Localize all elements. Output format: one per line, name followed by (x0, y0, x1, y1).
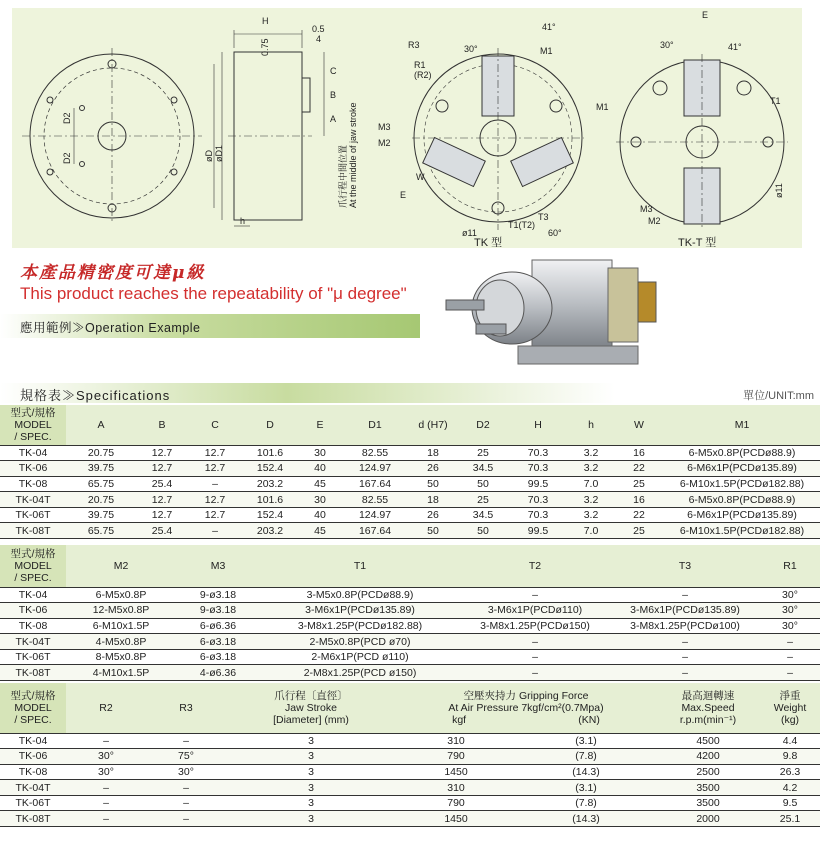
dim-0-5: 0.5 (312, 24, 325, 34)
table-cell: (3.1) (516, 733, 656, 749)
table-cell: 3 (226, 811, 396, 827)
specifications-title: 規格表≫Specifications (20, 388, 171, 403)
table-cell: 203.2 (242, 523, 298, 539)
table-cell: 2000 (656, 811, 760, 827)
table-cell: 82.55 (342, 492, 408, 508)
table-cell: – (610, 587, 760, 603)
model-cell: TK-08T (0, 523, 66, 539)
table-cell: 18 (408, 492, 458, 508)
gripping-force-title: 空壓夾持力 Gripping Force (463, 689, 589, 702)
tk-r1: R1 (414, 60, 426, 70)
tk-e: E (400, 190, 407, 200)
table-cell: 30° (760, 587, 820, 603)
table-cell: 12-M5x0.8P (66, 603, 176, 619)
model-cell: TK-04T (0, 780, 66, 796)
table-cell: 40 (298, 507, 342, 523)
force-kn-unit: (KN) (578, 713, 600, 726)
table-cell: 203.2 (242, 476, 298, 492)
tkt-m3: M3 (640, 204, 653, 214)
table-cell: 70.3 (508, 461, 568, 477)
table-cell: 124.97 (342, 461, 408, 477)
table-cell: – (146, 811, 226, 827)
table-cell: – (760, 649, 820, 665)
table-row (0, 749, 820, 765)
col-m2: M2 (66, 545, 176, 587)
table-row (0, 603, 820, 619)
table-row (0, 795, 820, 811)
model-header (0, 405, 66, 445)
dim-d: øD (204, 150, 214, 162)
model-header-zh: 型式/規格 (10, 547, 56, 560)
table-cell: (14.3) (516, 764, 656, 780)
model-header-zh: 型式/規格 (10, 689, 56, 702)
table-cell: 3-M6x1P(PCDø135.89) (610, 603, 760, 619)
table-cell: 101.6 (242, 492, 298, 508)
table-cell: 3.2 (568, 461, 614, 477)
table-row (0, 476, 820, 492)
table-cell: (7.8) (516, 795, 656, 811)
table-row (0, 733, 820, 749)
table-cell: – (760, 665, 820, 681)
col-w: W (614, 405, 664, 445)
model-header (0, 683, 66, 733)
product-photo (432, 254, 670, 382)
col-r2: R2 (66, 683, 146, 733)
table-cell: 3 (226, 733, 396, 749)
model-header (0, 545, 66, 587)
table-cell: 4.4 (760, 733, 820, 749)
model-header-en: MODEL (14, 701, 52, 714)
max-speed-zh: 最高迴轉速 (681, 689, 735, 702)
model-cell: TK-04 (0, 587, 66, 603)
table-cell: – (66, 780, 146, 796)
table-cell: (14.3) (516, 811, 656, 827)
table-cell: 12.7 (188, 461, 242, 477)
table-cell: 26 (408, 461, 458, 477)
col-d: D (242, 405, 298, 445)
table-cell: – (146, 780, 226, 796)
tk-41deg: 41° (542, 22, 556, 32)
tk-r3: R3 (408, 40, 420, 50)
col-d-h7: d (H7) (408, 405, 458, 445)
table-cell: 3 (226, 795, 396, 811)
spec-table-3-body (0, 733, 820, 827)
dim-0-75: 0.75 (260, 38, 270, 56)
table-cell: 2500 (656, 764, 760, 780)
table-row (0, 634, 820, 650)
table-cell: 16 (614, 445, 664, 461)
model-cell: TK-08 (0, 764, 66, 780)
table-cell: 65.75 (66, 523, 136, 539)
model-cell: TK-06T (0, 795, 66, 811)
headline-en: This product reaches the repeatability of "μ degree" (20, 284, 407, 303)
col-d2: D2 (458, 405, 508, 445)
table-cell: 6-ø3.18 (176, 649, 260, 665)
tk-t3: T3 (538, 212, 549, 222)
table-cell: – (460, 634, 610, 650)
jaw-stroke-unit: [Diameter] (mm) (273, 713, 349, 726)
table-cell: 8-M5x0.8P (66, 649, 176, 665)
table-cell: 4500 (656, 733, 760, 749)
table-cell: 6-M10x1.5P(PCDø182.88) (664, 523, 820, 539)
table-cell: 9-ø3.18 (176, 603, 260, 619)
table-cell: 3-M5x0.8P(PCDø88.9) (260, 587, 460, 603)
table-cell: 25.4 (136, 476, 188, 492)
weight-zh: 淨重 (779, 689, 801, 702)
dim-small-h: h (240, 216, 246, 226)
table-cell: 25 (458, 445, 508, 461)
jaw-stroke-en: Jaw Stroke (285, 701, 337, 714)
table-row (0, 649, 820, 665)
table-cell: – (460, 665, 610, 681)
tkt-type-label: TK-T 型 (678, 237, 717, 248)
table-cell: 3-M6x1P(PCDø135.89) (260, 603, 460, 619)
model-cell: TK-04 (0, 733, 66, 749)
col-e: E (298, 405, 342, 445)
table-cell: 6-M10x1.5P (66, 618, 176, 634)
table-cell: 25 (614, 523, 664, 539)
table-cell: – (460, 587, 610, 603)
spec-table-1-body (0, 445, 820, 539)
table-cell: 70.3 (508, 507, 568, 523)
tkt-t1: T1 (770, 96, 781, 106)
gripping-force-units (396, 714, 656, 726)
table-cell: 6-M5x0.8P(PCDø88.9) (664, 492, 820, 508)
col-h: H (508, 405, 568, 445)
gripping-force-pressure: At Air Pressure 7kgf/cm²(0.7Mpa) (448, 701, 604, 714)
table-cell: 6-M5x0.8P (66, 587, 176, 603)
table-cell: 70.3 (508, 492, 568, 508)
weight-en: Weight (773, 701, 807, 714)
table-cell: 50 (458, 523, 508, 539)
table-cell: 4-M5x0.8P (66, 634, 176, 650)
table-cell: 3.2 (568, 492, 614, 508)
table-cell: – (610, 665, 760, 681)
tk-r2: (R2) (414, 70, 432, 80)
table-cell: 30° (66, 749, 146, 765)
table-cell: 3 (226, 780, 396, 796)
table-cell: 39.75 (66, 461, 136, 477)
table-cell: 6-M6x1P(PCDø135.89) (664, 461, 820, 477)
col-c: C (188, 405, 242, 445)
table-cell: 6-M6x1P(PCDø135.89) (664, 507, 820, 523)
tk-m2: M2 (378, 138, 391, 148)
operation-example-title: 應用範例≫Operation Example (20, 321, 201, 335)
dim-d2-a: D2 (62, 112, 72, 124)
col-jaw-stroke (226, 683, 396, 733)
tk-d11: ø11 (462, 228, 477, 238)
dim-a: A (330, 114, 337, 124)
model-header-spec: / SPEC. (14, 571, 52, 584)
table-row (0, 492, 820, 508)
col-t3: T3 (610, 545, 760, 587)
spec-table-1 (0, 405, 820, 539)
table-cell: 30° (760, 603, 820, 619)
table-cell: 12.7 (188, 445, 242, 461)
table-cell: – (760, 634, 820, 650)
table-cell: 4-M10x1.5P (66, 665, 176, 681)
table-cell: – (188, 523, 242, 539)
table-cell: 12.7 (136, 507, 188, 523)
force-kgf-unit: kgf (452, 713, 467, 726)
col-t1: T1 (260, 545, 460, 587)
tkt-e: E (702, 10, 709, 20)
table-cell: 70.3 (508, 445, 568, 461)
dim-b: B (330, 90, 337, 100)
col-m3: M3 (176, 545, 260, 587)
table-cell: 12.7 (136, 461, 188, 477)
model-cell: TK-06 (0, 461, 66, 477)
table-cell: 34.5 (458, 461, 508, 477)
table-cell: 75° (146, 749, 226, 765)
table-cell: 20.75 (66, 492, 136, 508)
model-header-en: MODEL (14, 559, 52, 572)
table-cell: 3.2 (568, 445, 614, 461)
table-cell: 25.1 (760, 811, 820, 827)
table-cell: 3-M6x1P(PCDø110) (460, 603, 610, 619)
operation-example-bar (0, 314, 420, 338)
table-cell: 20.75 (66, 445, 136, 461)
table-row (0, 445, 820, 461)
col-r1: R1 (760, 545, 820, 587)
table-cell: 12.7 (136, 445, 188, 461)
table-cell: – (460, 649, 610, 665)
table-cell: 9.5 (760, 795, 820, 811)
technical-drawings (12, 8, 802, 248)
side-view-drawing (214, 30, 324, 226)
table-cell: 3500 (656, 795, 760, 811)
max-speed-unit: r.p.m(min⁻¹) (679, 713, 737, 726)
table-row (0, 523, 820, 539)
table-cell: 790 (396, 749, 516, 765)
table-cell: – (188, 476, 242, 492)
jaw-stroke-zh: 爪行程〔直徑〕 (274, 689, 348, 702)
model-cell: TK-04T (0, 492, 66, 508)
table-cell: 16 (614, 492, 664, 508)
model-cell: TK-08T (0, 811, 66, 827)
table-cell: 1450 (396, 811, 516, 827)
col-weight (760, 683, 820, 733)
table-cell: (3.1) (516, 780, 656, 796)
dim-c: C (330, 66, 337, 76)
table-cell: – (66, 733, 146, 749)
table-cell: 3.2 (568, 507, 614, 523)
table-cell: 4-ø6.36 (176, 665, 260, 681)
table-cell: 3-M8x1.25P(PCDø100) (610, 618, 760, 634)
table-cell: 12.7 (136, 492, 188, 508)
table-cell: 30 (298, 492, 342, 508)
table-row (0, 507, 820, 523)
table-cell: 790 (396, 795, 516, 811)
table-cell: 152.4 (242, 507, 298, 523)
table-cell: 30° (66, 764, 146, 780)
col-m1: M1 (664, 405, 820, 445)
tkt-30deg: 30° (660, 40, 674, 50)
table-cell: 3-M8x1.25P(PCDø182.88) (260, 618, 460, 634)
table-cell: 6-M10x1.5P(PCDø182.88) (664, 476, 820, 492)
stroke-note-zh: 爪行程中間位置 (338, 144, 348, 208)
tk-m3: M3 (378, 122, 391, 132)
col-b: B (136, 405, 188, 445)
table-cell: 7.0 (568, 523, 614, 539)
table-cell: 99.5 (508, 476, 568, 492)
table-cell: 45 (298, 476, 342, 492)
table-cell: 4.2 (760, 780, 820, 796)
dim-d2-b: D2 (62, 152, 72, 164)
table-cell: 26 (408, 507, 458, 523)
col-gripping-force (396, 683, 656, 733)
weight-unit: (kg) (780, 713, 800, 726)
model-header-en: MODEL (14, 418, 52, 431)
table-cell: 2-M5x0.8P(PCD ø70) (260, 634, 460, 650)
drawing-panel (12, 8, 802, 248)
table-cell: 82.55 (342, 445, 408, 461)
table-cell: 7.0 (568, 476, 614, 492)
table-row (0, 618, 820, 634)
table-cell: 25 (614, 476, 664, 492)
tk-30deg: 30° (464, 44, 478, 54)
table-cell: – (610, 634, 760, 650)
table-cell: 4200 (656, 749, 760, 765)
table-row (0, 665, 820, 681)
headline-zh: 本產品精密度可達μ級 (20, 263, 206, 283)
model-cell: TK-06 (0, 749, 66, 765)
model-cell: TK-08 (0, 476, 66, 492)
table-cell: – (146, 733, 226, 749)
table-cell: – (146, 795, 226, 811)
table-cell: 310 (396, 780, 516, 796)
table-cell: 22 (614, 507, 664, 523)
stroke-note-en: At the middle of jaw stroke (348, 102, 358, 208)
model-cell: TK-08T (0, 665, 66, 681)
table-cell: (7.8) (516, 749, 656, 765)
col-small-h: h (568, 405, 614, 445)
table-cell: 34.5 (458, 507, 508, 523)
table-cell: 25 (458, 492, 508, 508)
table-cell: 50 (408, 523, 458, 539)
table-cell: 152.4 (242, 461, 298, 477)
dim-4: 4 (316, 34, 322, 44)
tk-type-label: TK 型 (474, 237, 503, 248)
specifications-bar (0, 383, 820, 403)
table-cell: 6-M5x0.8P(PCDø88.9) (664, 445, 820, 461)
table-cell: 2-M8x1.25P(PCD ø150) (260, 665, 460, 681)
tk-60deg: 60° (548, 228, 562, 238)
col-a: A (66, 405, 136, 445)
table-cell: 310 (396, 733, 516, 749)
table-cell: 65.75 (66, 476, 136, 492)
table-cell: 124.97 (342, 507, 408, 523)
dim-d1: øD1 (214, 144, 224, 162)
table-cell: – (610, 649, 760, 665)
table-cell: 50 (458, 476, 508, 492)
col-t2: T2 (460, 545, 610, 587)
model-cell: TK-06 (0, 603, 66, 619)
unit-label: 單位/UNIT:mm (743, 390, 814, 402)
front-view-drawing (22, 48, 202, 224)
table-cell: 167.64 (342, 476, 408, 492)
dim-h: H (262, 16, 269, 26)
table-cell: 25.4 (136, 523, 188, 539)
table-cell: – (66, 811, 146, 827)
model-header-zh: 型式/規格 (10, 406, 56, 419)
max-speed-en: Max.Speed (681, 701, 735, 714)
table-cell: – (66, 795, 146, 811)
table-cell: 6-ø6.36 (176, 618, 260, 634)
tk-w: W (416, 172, 425, 182)
tkt-d11: ø11 (774, 183, 784, 198)
table-cell: 26.3 (760, 764, 820, 780)
table-cell: 30 (298, 445, 342, 461)
table-cell: 3500 (656, 780, 760, 796)
model-cell: TK-04T (0, 634, 66, 650)
table-cell: 50 (408, 476, 458, 492)
table-cell: 30° (760, 618, 820, 634)
model-cell: TK-04 (0, 445, 66, 461)
table-cell: 45 (298, 523, 342, 539)
table-row (0, 780, 820, 796)
model-cell: TK-06T (0, 507, 66, 523)
table-cell: 39.75 (66, 507, 136, 523)
table-cell: 101.6 (242, 445, 298, 461)
table-cell: 3 (226, 749, 396, 765)
tk-m1: M1 (540, 46, 553, 56)
model-header-spec: / SPEC. (14, 713, 52, 726)
col-r3: R3 (146, 683, 226, 733)
table-cell: 99.5 (508, 523, 568, 539)
spec-table-2 (0, 545, 820, 681)
table-cell: 2-M6x1P(PCD ø110) (260, 649, 460, 665)
table-cell: 12.7 (188, 492, 242, 508)
spec-table-3 (0, 683, 820, 827)
table-cell: 18 (408, 445, 458, 461)
tkt-m1: M1 (596, 102, 609, 112)
table-cell: 6-ø3.18 (176, 634, 260, 650)
tkt-m2: M2 (648, 216, 661, 226)
table-row (0, 764, 820, 780)
table-cell: 9-ø3.18 (176, 587, 260, 603)
table-cell: 30° (146, 764, 226, 780)
model-cell: TK-08 (0, 618, 66, 634)
tk-t1: T1(T2) (508, 220, 535, 230)
table-row (0, 811, 820, 827)
model-header-spec: / SPEC. (14, 430, 52, 443)
table-cell: 9.8 (760, 749, 820, 765)
table-cell: 3 (226, 764, 396, 780)
table-cell: 22 (614, 461, 664, 477)
model-cell: TK-06T (0, 649, 66, 665)
table-row (0, 587, 820, 603)
spec-table-2-body (0, 587, 820, 681)
tkt-41deg: 41° (728, 42, 742, 52)
table-cell: 3-M8x1.25P(PCDø150) (460, 618, 610, 634)
table-cell: 12.7 (188, 507, 242, 523)
col-max-speed (656, 683, 760, 733)
table-row (0, 461, 820, 477)
table-cell: 40 (298, 461, 342, 477)
table-cell: 1450 (396, 764, 516, 780)
table-cell: 167.64 (342, 523, 408, 539)
tk-type-drawing (412, 48, 584, 230)
col-d1: D1 (342, 405, 408, 445)
